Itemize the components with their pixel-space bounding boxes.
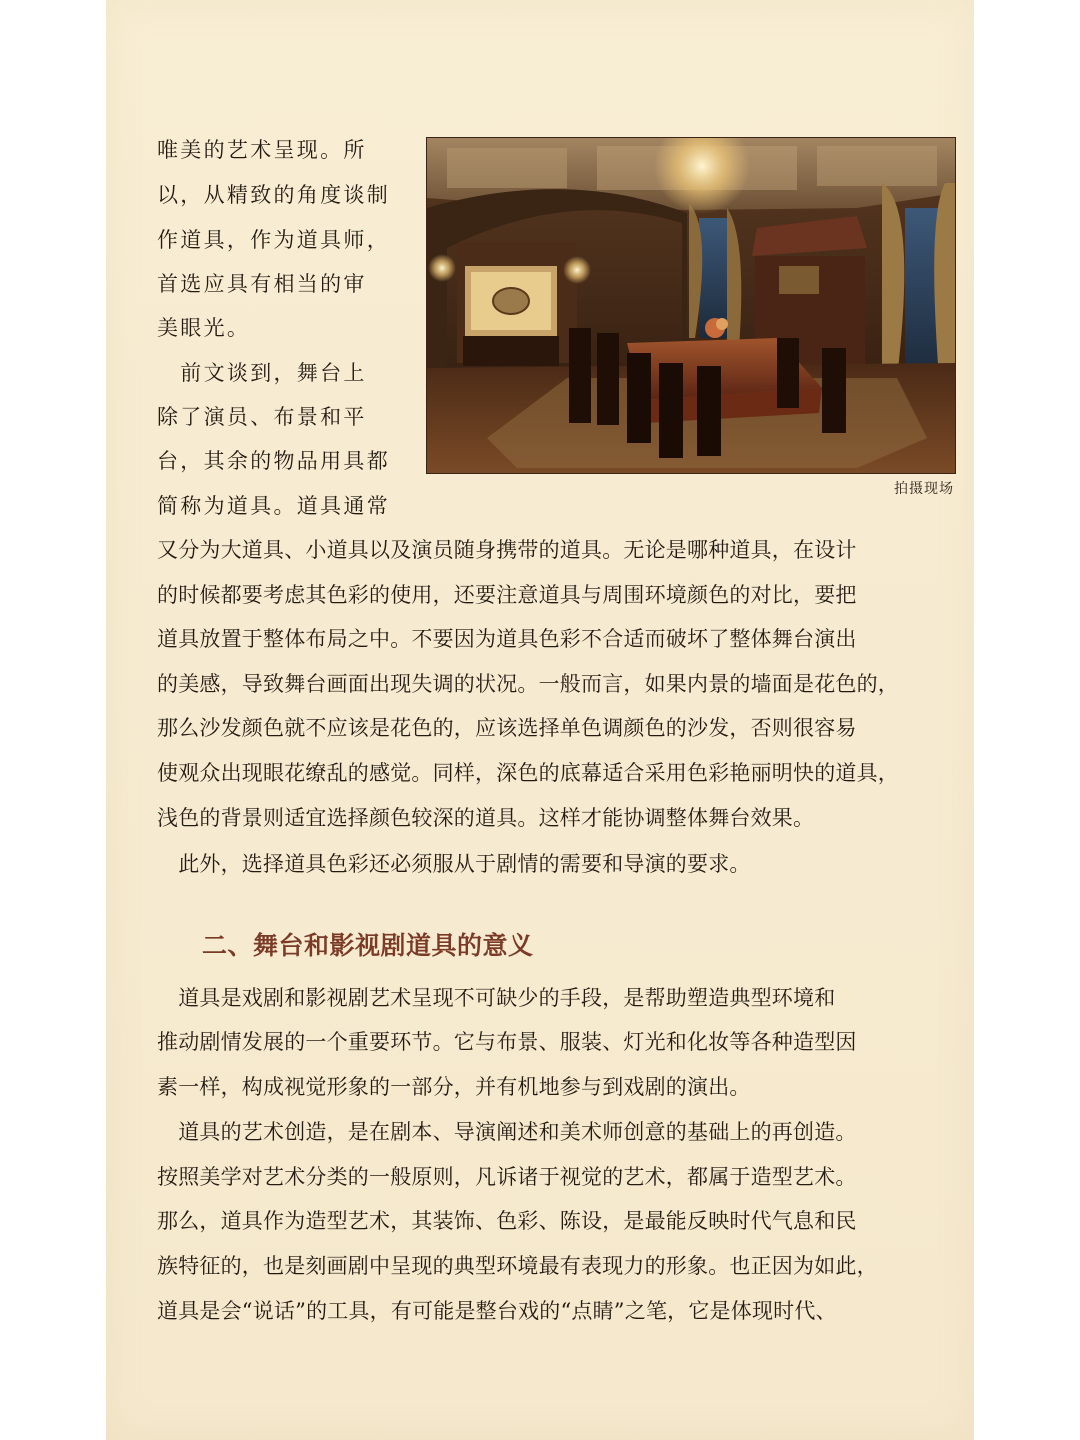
body-text-line: 素一样，构成视觉形象的一部分，并有机地参与到戏剧的演出。 xyxy=(157,1075,751,1099)
body-text-line: 使观众出现眼花缭乱的感觉。同样，深色的底幕适合采用色彩艳丽明快的道具， xyxy=(157,761,899,785)
body-text-line: 作道具，作为道具师， xyxy=(157,228,390,252)
body-text-line: 道具是会“说话”的工具，有可能是整台戏的“点睛”之笔，它是体现时代、 xyxy=(157,1299,837,1323)
body-text-line: 又分为大道具、小道具以及演员随身携带的道具。无论是哪种道具，在设计 xyxy=(157,538,857,562)
body-text-line: 推动剧情发展的一个重要环节。它与布景、服装、灯光和化妆等各种造型因 xyxy=(157,1030,857,1054)
body-text-line: 的美感，导致舞台画面出现失调的状况。一般而言，如果内景的墙面是花色的， xyxy=(157,672,899,696)
body-text-line: 以，从精致的角度谈制 xyxy=(157,183,390,207)
body-text-line: 美眼光。 xyxy=(157,316,251,340)
body-text-line: 族特征的，也是刻画剧中呈现的典型环境最有表现力的形象。也正因为如此， xyxy=(157,1254,878,1278)
photo-caption: 拍摄现场 xyxy=(894,481,954,497)
body-text-line: 道具是戏剧和影视剧艺术呈现不可缺少的手段，是帮助塑造典型环境和 xyxy=(157,986,836,1010)
section-heading: 二、舞台和影视剧道具的意义 xyxy=(202,931,534,960)
film-set-photo xyxy=(426,137,956,474)
body-text-line: 道具放置于整体布局之中。不要因为道具色彩不合适而破坏了整体舞台演出 xyxy=(157,627,857,651)
body-text-line: 台，其余的物品用具都 xyxy=(157,449,390,473)
body-text-line: 除了演员、布景和平 xyxy=(157,405,367,429)
body-text-line: 按照美学对艺术分类的一般原则，凡诉诸于视觉的艺术，都属于造型艺术。 xyxy=(157,1165,857,1189)
body-text-line: 前文谈到，舞台上 xyxy=(157,361,367,385)
body-text-line: 首选应具有相当的审 xyxy=(157,272,367,296)
body-text-line: 那么，道具作为造型艺术，其装饰、色彩、陈设，是最能反映时代气息和民 xyxy=(157,1209,857,1233)
body-text-line: 那么沙发颜色就不应该是花色的，应该选择单色调颜色的沙发，否则很容易 xyxy=(157,716,857,740)
body-text-line: 简称为道具。道具通常 xyxy=(157,494,390,518)
body-text-line: 道具的艺术创造，是在剧本、导演阐述和美术师创意的基础上的再创造。 xyxy=(157,1120,857,1144)
body-text-line: 唯美的艺术呈现。所 xyxy=(157,138,367,162)
body-text-line: 的时候都要考虑其色彩的使用，还要注意道具与周围环境颜色的对比，要把 xyxy=(157,583,857,607)
body-text-line: 此外，选择道具色彩还必须服从于剧情的需要和导演的要求。 xyxy=(157,852,751,876)
body-text-line: 浅色的背景则适宜选择颜色较深的道具。这样才能协调整体舞台效果。 xyxy=(157,806,815,830)
